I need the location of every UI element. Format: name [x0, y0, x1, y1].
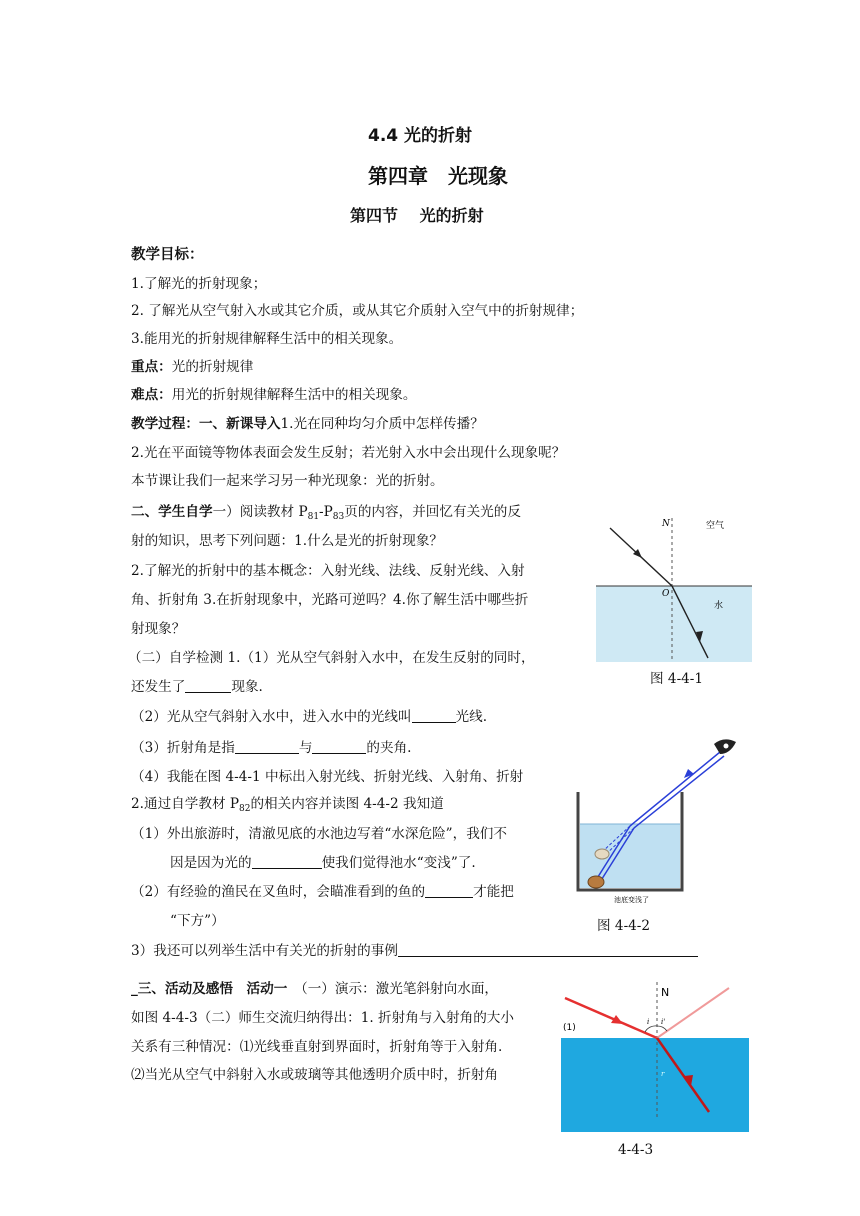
answer-blank[interactable]: [398, 943, 698, 957]
key-point-text: 光的折射规律: [171, 359, 254, 375]
fig1-label-o: O: [662, 589, 670, 599]
self-check-q3: [131, 739, 412, 757]
fig1-label-water: 水: [714, 601, 724, 611]
figure-4-4-3-caption: 4-4-3: [618, 1142, 654, 1158]
activity-line-3: 关系有三种情况：⑴光线垂直射到界面时，折射角等于入射角.: [131, 1039, 503, 1055]
figure-4-4-2-caption: 图 4-4-2: [597, 918, 651, 934]
answer-blank[interactable]: [312, 740, 366, 754]
fig3-water: [561, 1038, 749, 1132]
fig2-stone-image: [595, 849, 609, 859]
self-study-line-3: 2.了解光的折射中的基本概念：入射光线、法线、反射光线、入射: [131, 563, 525, 579]
self-study-label: 二、学生自学: [131, 504, 213, 520]
page-subscript: 82: [239, 804, 251, 814]
question-text: 使我们觉得池水“变浅”了.: [321, 855, 476, 871]
read-text: 2.通过自学教材 P: [131, 796, 239, 812]
self-check-q2: [131, 708, 487, 726]
activity-text: （一）演示：激光笔斜射向水面，: [287, 981, 499, 997]
question-text: 光线.: [455, 709, 488, 725]
eye-icon-pupil: [724, 744, 729, 749]
self-check-line-1: （二）自学检测 1.（1）光从空气斜射入水中，在发生反射的同时，: [128, 650, 535, 666]
process-line-1: [131, 415, 484, 433]
question-text: 与: [298, 740, 313, 756]
fig2-ray: [634, 756, 724, 828]
process-q2: 2.光在平面镜等物体表面会发生反射；若光射入水中会出现什么现象呢？: [131, 445, 566, 461]
section-title: 第四节 光的折射: [350, 206, 484, 225]
answer-blank[interactable]: [235, 740, 299, 754]
read-q1-b: [170, 854, 476, 872]
question-text: 还发生了: [131, 679, 186, 695]
activity-label: _三、活动及感悟 活动一: [131, 981, 288, 997]
fig1-label-air: 空气: [706, 521, 725, 531]
self-study-line-4: 角、折射角 3.在折射现象中，光路可逆吗？4.你了解生活中哪些折: [131, 592, 529, 608]
chapter-title: 第四章 光现象: [368, 164, 508, 188]
figure-4-4-3: [561, 980, 749, 1132]
fig3-label-i: i: [647, 1018, 650, 1026]
answer-blank[interactable]: [252, 855, 322, 869]
fig1-water: [596, 586, 752, 662]
process-q1: 1.光在同种均匀介质中怎样传播？: [280, 416, 484, 432]
fig3-label-ip: i': [661, 1018, 666, 1026]
self-study-line-5: 射现象？: [131, 621, 186, 637]
read-text: 的相关内容并读图 4-4-2 我知道: [250, 796, 444, 812]
activity-line-4: ⑵当光从空气中斜射入水或玻璃等其他透明介质中时，折射角: [131, 1067, 499, 1083]
question-text: （2）光从空气斜射入水中，进入水中的光线叫: [131, 709, 412, 725]
self-study-text: -P: [319, 504, 333, 520]
self-study-text: 页的内容，并回忆有关光的反: [344, 504, 521, 520]
read-q2-b: “下方”）: [170, 913, 225, 929]
figure-4-4-1: [596, 512, 752, 662]
fig2-ray: [630, 752, 720, 826]
fig3-label-n: N: [661, 986, 670, 999]
page-subscript: 81: [307, 512, 320, 522]
difficulty: [131, 386, 416, 404]
activity-line-2: 如图 4-4-3（二）师生交流归纳得出：1. 折射角与入射角的大小: [131, 1010, 514, 1026]
read-q2-a: [131, 883, 562, 901]
fig2-stone: [588, 876, 604, 888]
question-text: 因是因为光的: [170, 855, 252, 871]
difficulty-label: 难点：: [131, 387, 172, 403]
self-check-line-2: [131, 678, 263, 696]
self-check-q4: （4）我能在图 4-4-1 中标出入射光线、折射光线、入射角、折射: [131, 769, 524, 785]
objective-1: 1.了解光的折射现象；: [131, 276, 267, 292]
question-text: 现象.: [231, 679, 263, 695]
fig1-label-n: N: [662, 519, 670, 529]
figure-4-4-2: [574, 736, 746, 906]
self-study-line-1: [131, 503, 521, 526]
question-text: （3）折射角是指: [131, 740, 235, 756]
key-point: [131, 358, 253, 376]
activity-line-1: [131, 980, 498, 998]
fig2-label-bottom: 池底变浅了: [614, 896, 649, 904]
difficulty-text: 用光的折射规律解释生活中的相关现象。: [171, 387, 417, 403]
objectives-heading: 教学目标：: [131, 247, 204, 263]
part1-label: 一、新课导入: [198, 416, 281, 432]
process-intro: 本节课让我们一起来学习另一种光现象：光的折射。: [131, 473, 444, 489]
answer-blank[interactable]: [185, 679, 231, 693]
question-text: 的夹角.: [366, 740, 412, 756]
read-q1-a: （1）外出旅游时，清澈见底的水池边写着“水深危险”，我们不: [131, 826, 507, 842]
objective-3: 3.能用光的折射规律解释生活中的相关现象。: [131, 331, 403, 347]
read-line: [131, 795, 444, 818]
objective-2: 2. 了解光从空气射入水或其它介质，或从其它介质射入空气中的折射规律；: [131, 303, 584, 319]
document-title: 4.4 光的折射: [368, 126, 473, 146]
read-q3: [131, 942, 698, 960]
question-text: 才能把: [473, 884, 514, 900]
page-subscript: 83: [332, 512, 345, 522]
fig3-label-r: r: [661, 1070, 665, 1078]
answer-blank[interactable]: [412, 709, 456, 723]
figure-4-4-1-caption: 图 4-4-1: [650, 671, 704, 687]
fig3-label-1: (1): [563, 1023, 576, 1033]
self-study-text: 一）阅读教材 P: [212, 504, 308, 520]
self-study-line-2: 射的知识，思考下列问题：1.什么是光的折射现象？: [131, 533, 444, 549]
question-text: 3）我还可以列举生活中有关光的折射的事例: [131, 943, 398, 959]
question-text: （2）有经验的渔民在叉鱼时，会瞄准看到的鱼的: [131, 884, 426, 900]
process-label: 教学过程：: [131, 416, 199, 432]
answer-blank[interactable]: [425, 884, 473, 898]
key-point-label: 重点：: [131, 359, 172, 375]
